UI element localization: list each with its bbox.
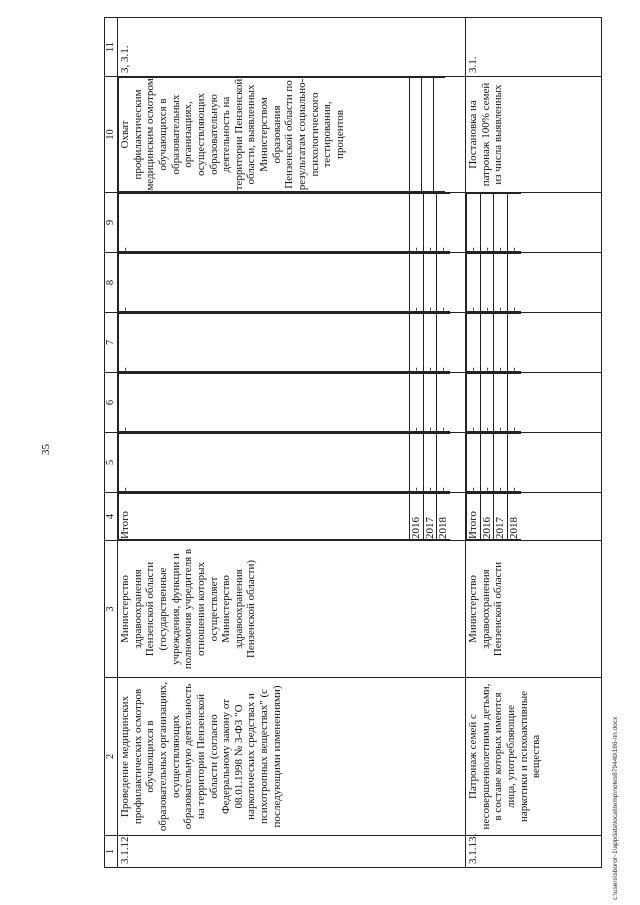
value-cell: - - - - — [118, 253, 466, 313]
header-cell: 5 — [105, 433, 118, 493]
header-cell: 1 — [105, 836, 118, 868]
value-cell: - - - - — [466, 373, 602, 433]
header-cell: 7 — [105, 313, 118, 373]
year-label: 2016 — [480, 494, 494, 540]
year-label: 2018 — [507, 494, 520, 540]
year-label: 2016 — [410, 494, 424, 540]
header-cell: 6 — [105, 373, 118, 433]
indicator-cell: Постановка на патронаж 100% семей из числа выявленных — [466, 77, 602, 193]
year-label: Итого — [119, 494, 410, 540]
value-cell: - - - - — [118, 313, 466, 373]
rotated-table-container — [104, 18, 614, 868]
year-label: Итого — [467, 494, 481, 540]
executor: Министерство здравоохранения Пензенской области — [466, 541, 602, 678]
value-cell: - - - - — [118, 373, 466, 433]
executor: Министерство здравоохранения Пензенской области (государственные учреждения, функции и полномочия учредителя в отношении которых осуществляет Министерство здравоохранения Пензенской области) — [118, 541, 466, 678]
header-cell: 9 — [105, 193, 118, 253]
header-cell: 8 — [105, 253, 118, 313]
table-row — [466, 18, 602, 868]
year-label: 2018 — [437, 494, 450, 540]
reference-cell: 3.1. — [466, 18, 602, 77]
value-cell: - - - - — [118, 193, 466, 253]
file-path-footer: c:\users\sborol~1\appdata\local\temp\notes87944b\186-пп.docx — [612, 716, 619, 900]
header-cell: 3 — [105, 541, 118, 678]
activity-name: Патронаж семей с несовершеннолетними детьми, в составе которых имеются лица, употребляющие наркотики и психоактивные вещества — [466, 678, 602, 836]
header-cell: 11 — [105, 18, 118, 77]
value-cell: - - - - — [466, 193, 602, 253]
value-cell: - - - - — [466, 313, 602, 373]
indicator-cell: Охват профилактическим медицинским осмотром обучающихся в образовательных организациях, осуществляющих образовательную деятельность на территории Пензенской области, выявленных Министерством образования Пензенской области по результатам социально-психологического тестирования, процентов — [118, 77, 466, 193]
reference-cell: 3, 3.1. — [118, 18, 466, 77]
page-number: 35 — [40, 444, 52, 455]
program-table — [104, 17, 602, 868]
table-row — [118, 18, 466, 868]
years-cell — [118, 493, 466, 541]
value-cell: - - - - — [466, 253, 602, 313]
header-cell: 4 — [105, 493, 118, 541]
value-cell: - - - - — [466, 433, 602, 493]
header-row — [105, 18, 118, 868]
years-cell — [466, 493, 602, 541]
header-cell: 2 — [105, 678, 118, 836]
row-number: 3.1.13. — [466, 836, 602, 868]
value-cell: - - - - — [118, 433, 466, 493]
row-number: 3.1.12. — [118, 836, 466, 868]
year-label: 2017 — [423, 494, 437, 540]
header-cell: 10 — [105, 77, 118, 193]
year-label: 2017 — [494, 494, 508, 540]
activity-name: Проведение медицинских профилактических осмотров обучающихся в образовательных организациях, осуществляющих образовательную деятельность на территории Пензенской области (согласно Федеральному закону от 08.01.1998 № 3-ФЗ "О наркотических средствах и психотропных веществах" (с последующими изменениями) — [118, 678, 466, 836]
